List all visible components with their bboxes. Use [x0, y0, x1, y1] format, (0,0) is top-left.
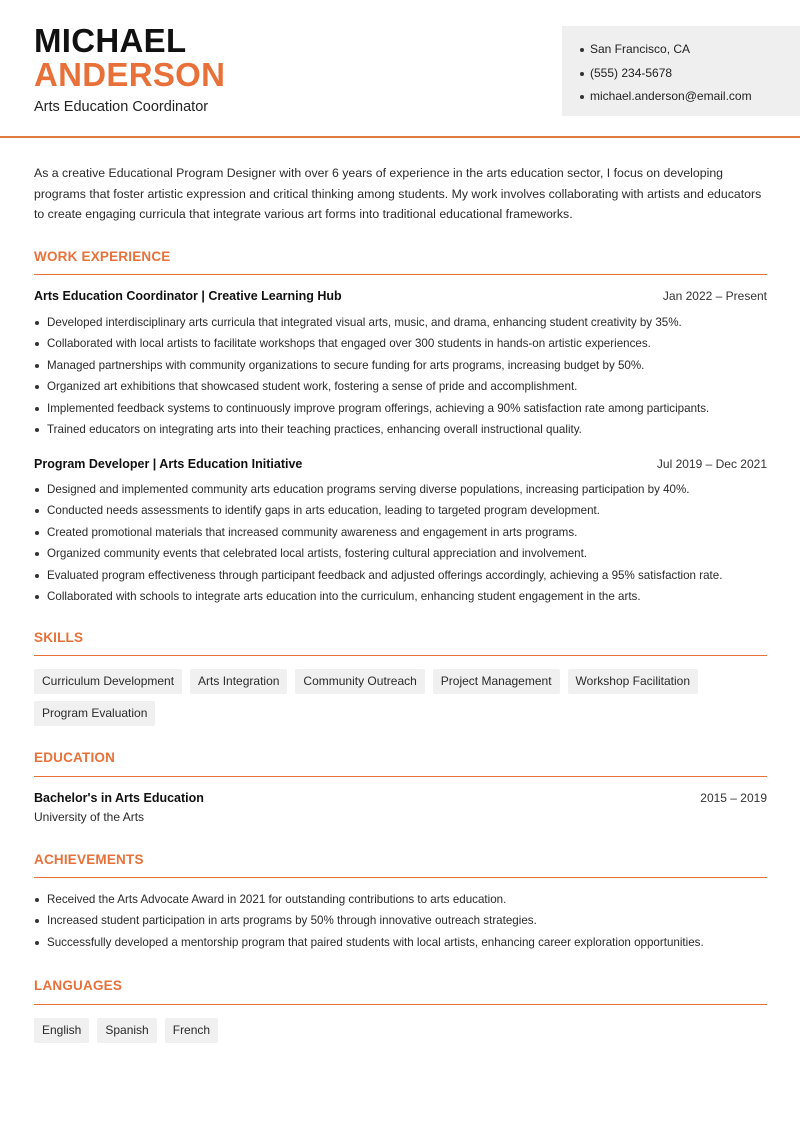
education-header: [34, 791, 767, 805]
list-item: Implemented feedback systems to continuously improve program offerings, achieving a 90% satisfaction rate among participants.: [34, 398, 774, 419]
work-heading: WORK EXPERIENCE: [34, 249, 171, 264]
contact-phone: (555) 234-5678: [580, 62, 752, 86]
job-2-role: Program Developer | Arts Education Initiative: [34, 457, 303, 471]
contact-list: [580, 38, 752, 109]
language-tag: English: [34, 1018, 89, 1043]
contact-box: [562, 26, 800, 116]
education-rule: [34, 776, 767, 777]
skill-tag: Program Evaluation: [34, 701, 155, 726]
skill-tag: Workshop Facilitation: [568, 669, 699, 694]
list-item: Collaborated with local artists to facilitate workshops that engaged over 300 students in hands-on artistic experiences.: [34, 333, 774, 354]
job-2-bullets: [34, 479, 774, 607]
education-dates: 2015 – 2019: [700, 791, 767, 805]
languages-heading: LANGUAGES: [34, 978, 123, 993]
resume-header: [0, 0, 800, 138]
job-1-header: [34, 289, 767, 303]
achievements-heading: ACHIEVEMENTS: [34, 852, 144, 867]
education-school: University of the Arts: [34, 810, 145, 824]
skill-tag: Community Outreach: [295, 669, 424, 694]
job-1-bullets: [34, 312, 774, 440]
job-2-header: [34, 457, 767, 471]
education-degree: Bachelor's in Arts Education: [34, 791, 204, 805]
summary: As a creative Educational Program Designer with over 6 years of experience in the arts education sector, I focus on developing programs that foster artistic expression and critical thinking among students. My work involves collaborating with artists and educators to create engaging curricula that integrate various art forms into traditional educational frameworks.: [34, 166, 762, 221]
job-1-dates: Jan 2022 – Present: [662, 289, 767, 303]
list-item: Collaborated with schools to integrate arts education into the curriculum, enhancing student engagement in the arts.: [34, 586, 774, 607]
list-item: Organized community events that celebrated local artists, fostering cultural appreciation and involvement.: [34, 543, 774, 564]
languages-rule: [34, 1004, 767, 1005]
skills-tags: [34, 669, 774, 726]
list-item: Designed and implemented community arts education programs serving diverse populations, increasing participation by 40%.: [34, 479, 774, 500]
list-item: Evaluated program effectiveness through participant feedback and adjusted offerings accordingly, achieving a 95% satisfaction rate.: [34, 565, 774, 586]
last-name: ANDERSON: [34, 56, 226, 93]
language-tag: French: [165, 1018, 218, 1043]
list-item: Increased student participation in arts programs by 50% through innovative outreach strategies.: [34, 910, 774, 931]
skill-tag: Project Management: [433, 669, 560, 694]
achievements-rule: [34, 877, 767, 878]
list-item: Organized art exhibitions that showcased student work, fostering a sense of pride and accomplishment.: [34, 376, 774, 397]
list-item: Conducted needs assessments to identify gaps in arts education, leading to targeted program development.: [34, 500, 774, 521]
list-item: Successfully developed a mentorship program that paired students with local artists, enhancing career exploration opportunities.: [34, 932, 774, 953]
work-rule: [34, 274, 767, 275]
list-item: Trained educators on integrating arts into their teaching practices, enhancing overall instructional quality.: [34, 419, 774, 440]
skills-heading: SKILLS: [34, 630, 84, 645]
languages-tags: [34, 1018, 774, 1043]
list-item: Developed interdisciplinary arts curricula that integrated visual arts, music, and drama, enhancing student creativity by 35%.: [34, 312, 774, 333]
job-title: Arts Education Coordinator: [34, 99, 209, 115]
job-2-dates: Jul 2019 – Dec 2021: [656, 457, 767, 471]
list-item: Created promotional materials that increased community awareness and engagement in arts programs.: [34, 522, 774, 543]
list-item: Managed partnerships with community organizations to secure funding for arts programs, increasing budget by 50%.: [34, 355, 774, 376]
job-1-role: Arts Education Coordinator | Creative Learning Hub: [34, 289, 342, 303]
first-name: MICHAEL: [34, 22, 187, 59]
list-item: Received the Arts Advocate Award in 2021 for outstanding contributions to arts education.: [34, 889, 774, 910]
contact-email[interactable]: michael.anderson@email.com: [580, 85, 752, 109]
skills-rule: [34, 655, 767, 656]
language-tag: Spanish: [97, 1018, 156, 1043]
contact-location: San Francisco, CA: [580, 38, 752, 62]
education-heading: EDUCATION: [34, 750, 116, 765]
skill-tag: Arts Integration: [190, 669, 287, 694]
skill-tag: Curriculum Development: [34, 669, 182, 694]
achievements-list: [34, 889, 774, 953]
